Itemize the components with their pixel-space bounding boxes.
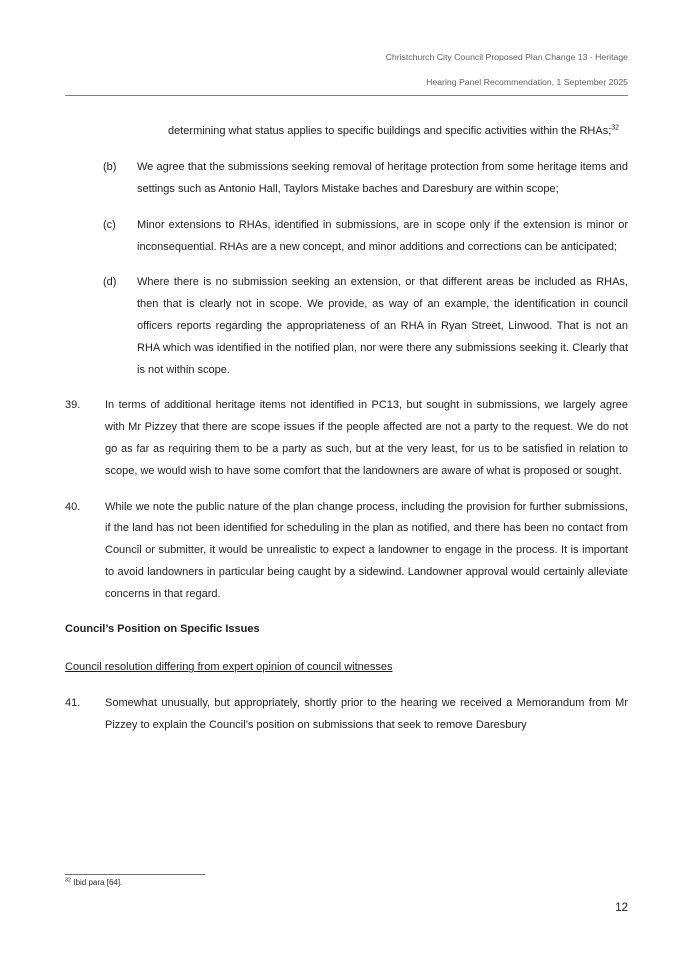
header-subtitle: Hearing Panel Recommendation, 1 September 2025	[426, 77, 628, 87]
paragraph-41	[65, 693, 628, 737]
list-item-c	[103, 215, 628, 259]
page-header	[0, 0, 675, 96]
paragraph-continuation	[168, 121, 628, 143]
footnote-32	[65, 877, 122, 888]
paragraph-text: While we note the public nature of the plan change process, including the provision for further submissions, if the land has not been identified for scheduling in the plan as notified, and there has been no contact from Council or submitter, it would be unrealistic to expect a landowner to engage in the process. It is important to avoid landowners in particular being caught by a sidewind. Landowner approval would certainly alleviate concerns in that regard.	[105, 500, 628, 600]
paragraph-40	[65, 497, 628, 606]
list-item-text: Minor extensions to RHAs, identified in submissions, are in scope only if the extension is minor or inconsequential. RHAs are a new concept, and minor additions and corrections can be anticipated;	[137, 218, 628, 253]
list-item-text: Where there is no submission seeking an extension, or that different areas be included as RHAs, then that is clearly not in scope. We provide, as way of an example, the identification in council officers reports regarding the appropriateness of an RHA in Ryan Street, Linwood. That is not an RHA which was identified in the notified plan, nor were there any submissions seeking it. Clearly that is not within scope.	[137, 276, 628, 376]
section-heading: Council’s Position on Specific Issues	[65, 623, 260, 636]
paragraph-number: 39.	[65, 399, 81, 412]
page-number: 12	[615, 902, 628, 914]
header-rule	[65, 95, 628, 96]
list-item-b	[103, 157, 628, 201]
sub-heading: Council resolution differing from expert opinion of council witnesses	[65, 661, 393, 674]
list-item-d	[103, 272, 628, 381]
header-title: Christchurch City Council Proposed Plan Change 13 - Heritage	[385, 52, 628, 62]
footnote-reference-32: 32	[611, 124, 620, 132]
paragraph-text: Somewhat unusually, but appropriately, shortly prior to the hearing we received a Memorandum from Mr Pizzey to explain the Council’s position on submissions that seek to remove Daresbury	[105, 697, 628, 731]
list-item-text: We agree that the submissions seeking removal of heritage protection from some heritage items and settings such as Antonio Hall, Taylors Mistake baches and Daresbury are within scope;	[137, 161, 628, 195]
footnote-separator	[65, 874, 205, 875]
footnote-number: 32	[65, 877, 72, 884]
paragraph-text: In terms of additional heritage items not identified in PC13, but sought in submissions, we largely agree with Mr Pizzey that there are scope issues if the people affected are not a party to the request. We do not go as far as requiring them to be a party as such, but at the very least, for us to be satisfied in relation to scope, we would wish to have some comfort that the landowners are aware of what is proposed or sought.	[105, 399, 628, 477]
paragraph-number: 41.	[65, 697, 81, 710]
list-item-label: (d)	[103, 276, 117, 289]
paragraph-number: 40.	[65, 500, 81, 513]
list-item-label: (c)	[103, 218, 116, 231]
paragraph-continuation-text: determining what status applies to specific buildings and specific activities within the RHAs;	[168, 125, 612, 138]
paragraph-39	[65, 395, 628, 482]
list-item-label: (b)	[103, 161, 117, 174]
footnote-text: Ibid para [64].	[73, 878, 123, 887]
document-body	[0, 100, 675, 736]
